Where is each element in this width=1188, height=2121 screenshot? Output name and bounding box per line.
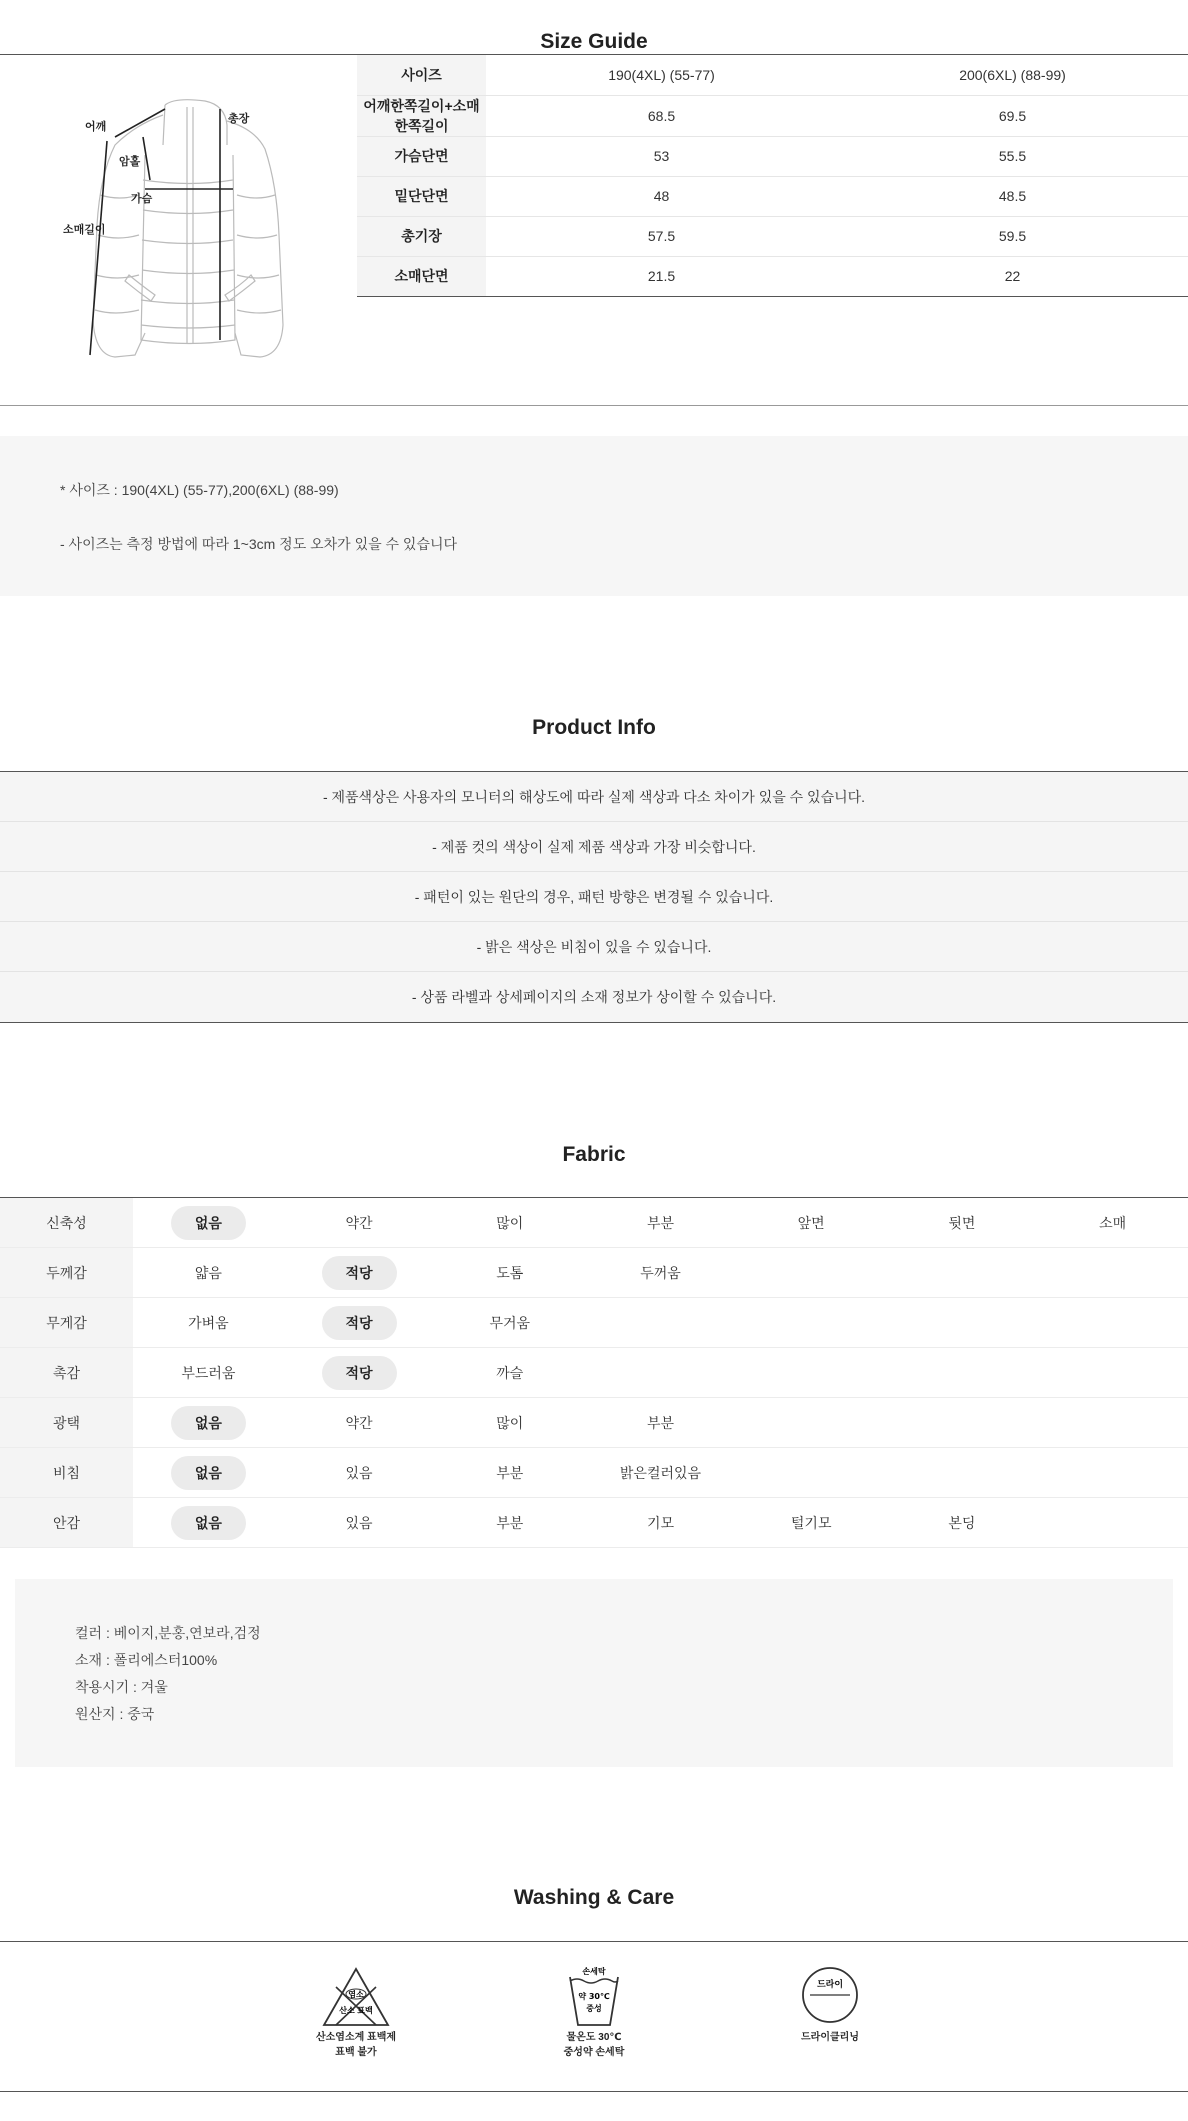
- fabric-option-cell: [1037, 1198, 1188, 1248]
- size-cell: 53: [486, 136, 837, 176]
- fabric-option-cell: [284, 1448, 435, 1498]
- size-note-line: * 사이즈 : 190(4XL) (55-77),200(6XL) (88-99): [60, 482, 339, 498]
- product-info-title: Product Info: [532, 716, 656, 739]
- hand-wash-icon: [564, 1965, 624, 2029]
- fabric-option: 부분: [646, 1214, 674, 1231]
- fabric-option: 소매: [1099, 1214, 1127, 1231]
- fabric-option-cell: [133, 1248, 284, 1298]
- fabric-option-selected: 적당: [322, 1306, 397, 1340]
- material-origin: 원산지 : 중국: [75, 1706, 155, 1722]
- fabric-option-cell: [887, 1498, 1038, 1548]
- handwash-text-temp: 약 30℃: [578, 1992, 610, 2001]
- fabric-option-cell: [434, 1398, 585, 1448]
- fabric-option-cell: [434, 1298, 585, 1348]
- size-row-label: [357, 95, 486, 136]
- fabric-option-cell: [1037, 1298, 1188, 1348]
- divider: [0, 1941, 1188, 1942]
- fabric-option-cell: [434, 1448, 585, 1498]
- fabric-option-selected: 없음: [171, 1406, 246, 1440]
- fabric-option-cell: [133, 1198, 284, 1248]
- fabric-option-cell: [1037, 1448, 1188, 1498]
- fabric-row: [0, 1248, 1188, 1298]
- fabric-option: 부분: [496, 1514, 524, 1531]
- fabric-option: 앞면: [797, 1214, 825, 1231]
- fabric-option-cell: [887, 1298, 1038, 1348]
- material-color: 컬러 : 베이지,분홍,연보라,검정: [75, 1625, 261, 1641]
- fabric-option-cell: [133, 1348, 284, 1398]
- fabric-option-cell: [434, 1198, 585, 1248]
- fabric-row: [0, 1448, 1188, 1498]
- fabric-option-cell: [887, 1248, 1038, 1298]
- material-info-box: [15, 1579, 1173, 1767]
- fabric-option: 약간: [345, 1214, 373, 1231]
- fabric-option: 부분: [646, 1414, 674, 1431]
- fabric-option-cell: [585, 1248, 736, 1298]
- fabric-option-cell: [887, 1348, 1038, 1398]
- size-col-200: 200(6XL) (88-99): [837, 55, 1188, 95]
- jacket-size-diagram: [55, 85, 295, 375]
- fabric-option-cell: [133, 1398, 284, 1448]
- fabric-option-cell: [585, 1448, 736, 1498]
- size-note-line: - 사이즈는 측정 방법에 따라 1~3cm 정도 오차가 있을 수 있습니다: [60, 536, 458, 552]
- fabric-option: 많이: [496, 1414, 524, 1431]
- fabric-row-label: 무게감: [0, 1298, 133, 1348]
- fabric-option-cell: [887, 1448, 1038, 1498]
- fabric-row: [0, 1298, 1188, 1348]
- fabric-option-cell: [585, 1298, 736, 1348]
- fabric-option-cell: [133, 1498, 284, 1548]
- size-cell: 59.5: [837, 216, 1188, 256]
- fabric-option: 많이: [496, 1214, 524, 1231]
- fabric-option: 있음: [345, 1464, 373, 1481]
- fabric-option-cell: [887, 1398, 1038, 1448]
- size-row-label: 밑단단면: [357, 176, 486, 216]
- fabric-option-cell: [133, 1298, 284, 1348]
- no-bleach-label-line1: 산소염소계 표백제: [315, 2032, 397, 2043]
- no-bleach-icon: [320, 1965, 392, 2029]
- fabric-option-cell: [585, 1198, 736, 1248]
- fabric-option-selected: 없음: [171, 1456, 246, 1490]
- fabric-option-cell: [284, 1198, 435, 1248]
- fabric-option-cell: [736, 1398, 887, 1448]
- fabric-option-cell: [284, 1498, 435, 1548]
- bleach-text-oxygen: 산소: [339, 2006, 355, 2015]
- fabric-option-cell: [434, 1248, 585, 1298]
- fabric-option-cell: [434, 1348, 585, 1398]
- size-cell: 69.5: [837, 95, 1188, 136]
- hand-wash-label-line2: 중성약 손세탁: [563, 2047, 625, 2058]
- material-season: 착용시기 : 겨울: [75, 1679, 168, 1695]
- fabric-row-label: 광택: [0, 1398, 133, 1448]
- fabric-option: 털기모: [790, 1514, 832, 1531]
- size-cell: 68.5: [486, 95, 837, 136]
- fabric-option-cell: [1037, 1348, 1188, 1398]
- handwash-text-neutral: 중성: [586, 2004, 602, 2013]
- fabric-option-cell: [1037, 1248, 1188, 1298]
- product-info-item: - 제품색상은 사용자의 모니터의 해상도에 따라 실제 색상과 다소 차이가 있을 수 있습니다.: [0, 772, 1188, 822]
- product-info-item: - 밝은 색상은 비침이 있을 수 있습니다.: [0, 922, 1188, 972]
- fabric-row: [0, 1498, 1188, 1548]
- fabric-option: 뒷면: [948, 1214, 976, 1231]
- bleach-text-chlorine: 염소: [348, 1990, 364, 1999]
- washing-care-title: Washing & Care: [513, 1886, 675, 1909]
- size-table-header-row: [357, 55, 1188, 95]
- fabric-option-cell: [434, 1498, 585, 1548]
- product-info-list: [0, 771, 1188, 1023]
- diagram-label-armhole: 암홀: [119, 155, 141, 168]
- fabric-option-cell: [736, 1198, 887, 1248]
- fabric-option: 부분: [496, 1464, 524, 1481]
- size-row-label-line2: 한쪽길이: [394, 117, 449, 134]
- size-cell: 48.5: [837, 176, 1188, 216]
- diagram-label-shoulder: 어깨: [85, 120, 107, 133]
- fabric-option-selected: 없음: [171, 1506, 246, 1540]
- fabric-option: 기모: [646, 1514, 674, 1531]
- no-bleach-care-item: [281, 1965, 431, 2059]
- fabric-option-cell: [284, 1248, 435, 1298]
- fabric-row: [0, 1398, 1188, 1448]
- fabric-row: [0, 1198, 1188, 1248]
- dry-clean-icon: [800, 1965, 860, 2025]
- bleach-text-bleach: 표백: [357, 2006, 373, 2015]
- fabric-option-cell: [736, 1448, 887, 1498]
- fabric-option-cell: [736, 1498, 887, 1548]
- fabric-row-label: 비침: [0, 1448, 133, 1498]
- divider: [0, 405, 1188, 406]
- fabric-option-cell: [284, 1398, 435, 1448]
- fabric-option-cell: [1037, 1498, 1188, 1548]
- fabric-option-cell: [284, 1348, 435, 1398]
- fabric-table: [0, 1197, 1188, 1548]
- fabric-option-selected: 없음: [171, 1206, 246, 1240]
- fabric-option: 약간: [345, 1414, 373, 1431]
- size-table-row: [357, 176, 1188, 216]
- size-table-row: [357, 216, 1188, 256]
- fabric-option-cell: [284, 1298, 435, 1348]
- dry-clean-care-item: [755, 1965, 905, 2044]
- size-table: [357, 55, 1188, 297]
- fabric-option: 본딩: [948, 1514, 976, 1531]
- fabric-option-selected: 적당: [322, 1256, 397, 1290]
- dry-clean-label: 드라이클리닝: [801, 2032, 859, 2043]
- fabric-option-cell: [736, 1298, 887, 1348]
- fabric-row-label: 안감: [0, 1498, 133, 1548]
- handwash-text-title: 손세탁: [582, 1967, 606, 1976]
- fabric-option: 무거움: [489, 1314, 531, 1331]
- fabric-row-label: 두께감: [0, 1248, 133, 1298]
- material-fabric: 소재 : 폴리에스터100%: [75, 1652, 218, 1668]
- no-bleach-label-line2: 표백 불가: [335, 2047, 377, 2058]
- fabric-option-cell: [585, 1398, 736, 1448]
- fabric-option-selected: 적당: [322, 1356, 397, 1390]
- size-notes-box: [0, 436, 1188, 596]
- size-row-label-line1: 어깨한쪽길이+소매: [363, 97, 480, 114]
- fabric-row-label: 신축성: [0, 1198, 133, 1248]
- divider: [0, 2091, 1188, 2092]
- fabric-option-cell: [133, 1448, 284, 1498]
- product-info-item: - 상품 라벨과 상세페이지의 소재 정보가 상이할 수 있습니다.: [0, 972, 1188, 1022]
- size-cell: 48: [486, 176, 837, 216]
- size-col-header: 사이즈: [357, 55, 486, 95]
- fabric-option-cell: [585, 1498, 736, 1548]
- fabric-option: 밝은컬러있음: [619, 1464, 702, 1481]
- fabric-option-cell: [1037, 1398, 1188, 1448]
- size-row-label: 소매단면: [357, 256, 486, 296]
- fabric-option-cell: [887, 1198, 1038, 1248]
- fabric-option: 얇음: [194, 1264, 222, 1281]
- size-cell: 22: [837, 256, 1188, 296]
- size-table-row: [357, 256, 1188, 296]
- fabric-title: Fabric: [562, 1143, 626, 1166]
- size-row-label: 가슴단면: [357, 136, 486, 176]
- hand-wash-label-line1: 물온도 30℃: [566, 2032, 622, 2043]
- size-cell: 21.5: [486, 256, 837, 296]
- fabric-option: 부드러움: [181, 1364, 236, 1381]
- product-info-item: - 제품 컷의 색상이 실제 제품 색상과 가장 비슷합니다.: [0, 822, 1188, 872]
- fabric-row-label: 촉감: [0, 1348, 133, 1398]
- hand-wash-care-item: [519, 1965, 669, 2059]
- size-row-label: 총기장: [357, 216, 486, 256]
- product-info-item: - 패턴이 있는 원단의 경우, 패턴 방향은 변경될 수 있습니다.: [0, 872, 1188, 922]
- fabric-option-cell: [736, 1248, 887, 1298]
- diagram-label-chest: 가슴: [131, 192, 153, 205]
- size-table-row: [357, 136, 1188, 176]
- size-cell: 57.5: [486, 216, 837, 256]
- size-table-row: [357, 95, 1188, 136]
- diagram-label-sleeve: 소매길이: [63, 223, 106, 236]
- fabric-option-cell: [585, 1348, 736, 1398]
- fabric-row: [0, 1348, 1188, 1398]
- fabric-option: 까슬: [496, 1364, 524, 1381]
- size-guide-title: Size Guide: [540, 30, 648, 53]
- fabric-option-cell: [736, 1348, 887, 1398]
- dryclean-text: 드라이: [816, 1980, 844, 1990]
- diagram-label-total: 총장: [228, 112, 250, 125]
- size-cell: 55.5: [837, 136, 1188, 176]
- fabric-option: 두꺼움: [640, 1264, 681, 1281]
- size-col-190: 190(4XL) (55-77): [486, 55, 837, 95]
- fabric-option: 가벼움: [188, 1314, 229, 1331]
- fabric-option: 있음: [345, 1514, 373, 1531]
- fabric-option: 도톰: [496, 1264, 524, 1281]
